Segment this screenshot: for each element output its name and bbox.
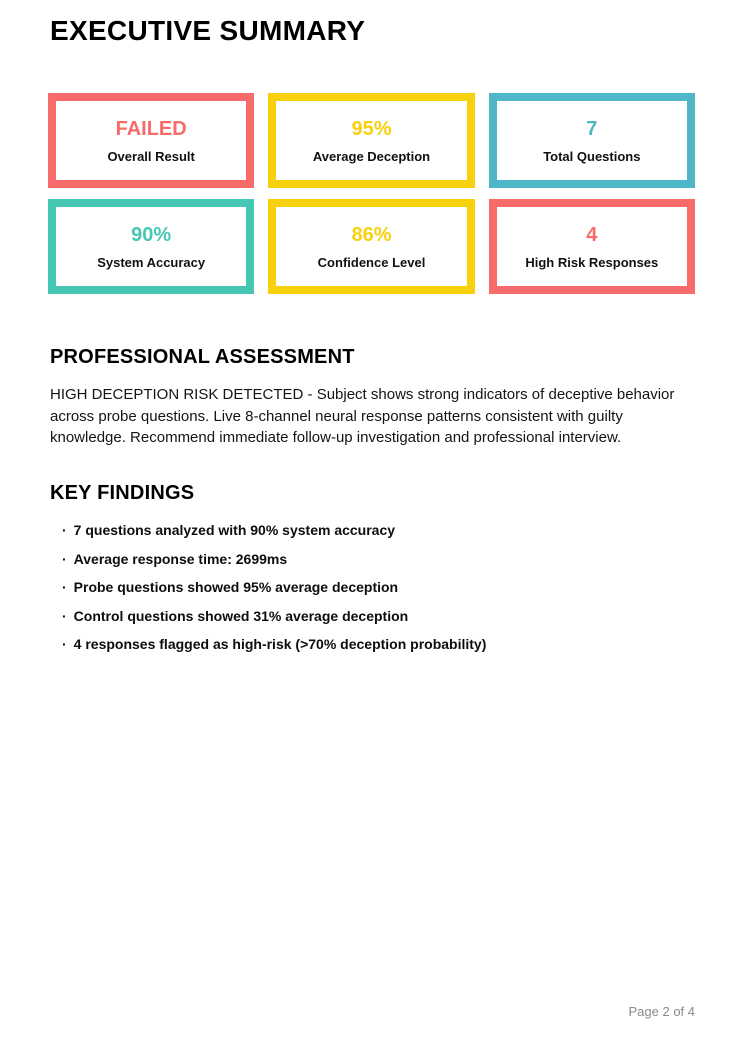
stat-value: FAILED — [115, 117, 187, 140]
stat-card-high-risk-responses — [489, 199, 695, 294]
stat-value: 4 — [586, 223, 598, 246]
finding-item-4 — [62, 608, 682, 625]
stat-card-total-questions — [489, 93, 695, 188]
stat-value: 86% — [351, 223, 392, 246]
stat-card-confidence-level — [268, 199, 474, 294]
key-findings-heading: KEY FINDINGS — [50, 482, 195, 504]
stat-label: Overall Result — [107, 148, 195, 164]
stat-label: Confidence Level — [317, 254, 426, 270]
finding-item-1 — [62, 522, 682, 539]
finding-item-3 — [62, 579, 682, 596]
bullet-icon: · — [62, 550, 67, 567]
stat-label: System Accuracy — [97, 254, 206, 270]
stat-value: 7 — [586, 117, 598, 140]
page-title: EXECUTIVE SUMMARY — [50, 15, 366, 46]
stat-label: High Risk Responses — [525, 254, 659, 270]
finding-text: Control questions showed 31% average deception — [73, 607, 409, 624]
summary-cards — [48, 93, 695, 294]
stat-value: 95% — [351, 117, 392, 140]
bullet-icon: · — [62, 607, 67, 624]
stat-card-system-accuracy — [48, 199, 254, 294]
stat-card-average-deception — [268, 93, 474, 188]
assessment-heading: PROFESSIONAL ASSESSMENT — [50, 346, 355, 368]
stat-label: Total Questions — [543, 148, 641, 164]
bullet-icon: · — [62, 522, 67, 538]
finding-item-2 — [62, 551, 682, 568]
page-number: Page 2 of 4 — [628, 1004, 695, 1019]
finding-item-5 — [62, 636, 682, 653]
finding-text: Average response time: 2699ms — [73, 550, 288, 567]
finding-text: 7 questions analyzed with 90% system accuracy — [73, 522, 396, 538]
bullet-icon: · — [62, 579, 67, 595]
bullet-icon: · — [62, 636, 67, 652]
stat-label: Average Deception — [312, 148, 431, 164]
stat-value: 90% — [131, 223, 172, 246]
finding-text: 4 responses flagged as high-risk (>70% deception probability) — [73, 636, 487, 652]
key-findings-list — [62, 522, 682, 665]
assessment-body: HIGH DECEPTION RISK DETECTED - Subject shows strong indicators of deceptive behavior across probe questions. Live 8-channel neural response patterns consistent with guilty knowledge. Recommend immediate follow-up investigation and professional interview. — [50, 386, 675, 446]
finding-text: Probe questions showed 95% average deception — [73, 579, 399, 595]
stat-card-overall-result — [48, 93, 254, 188]
